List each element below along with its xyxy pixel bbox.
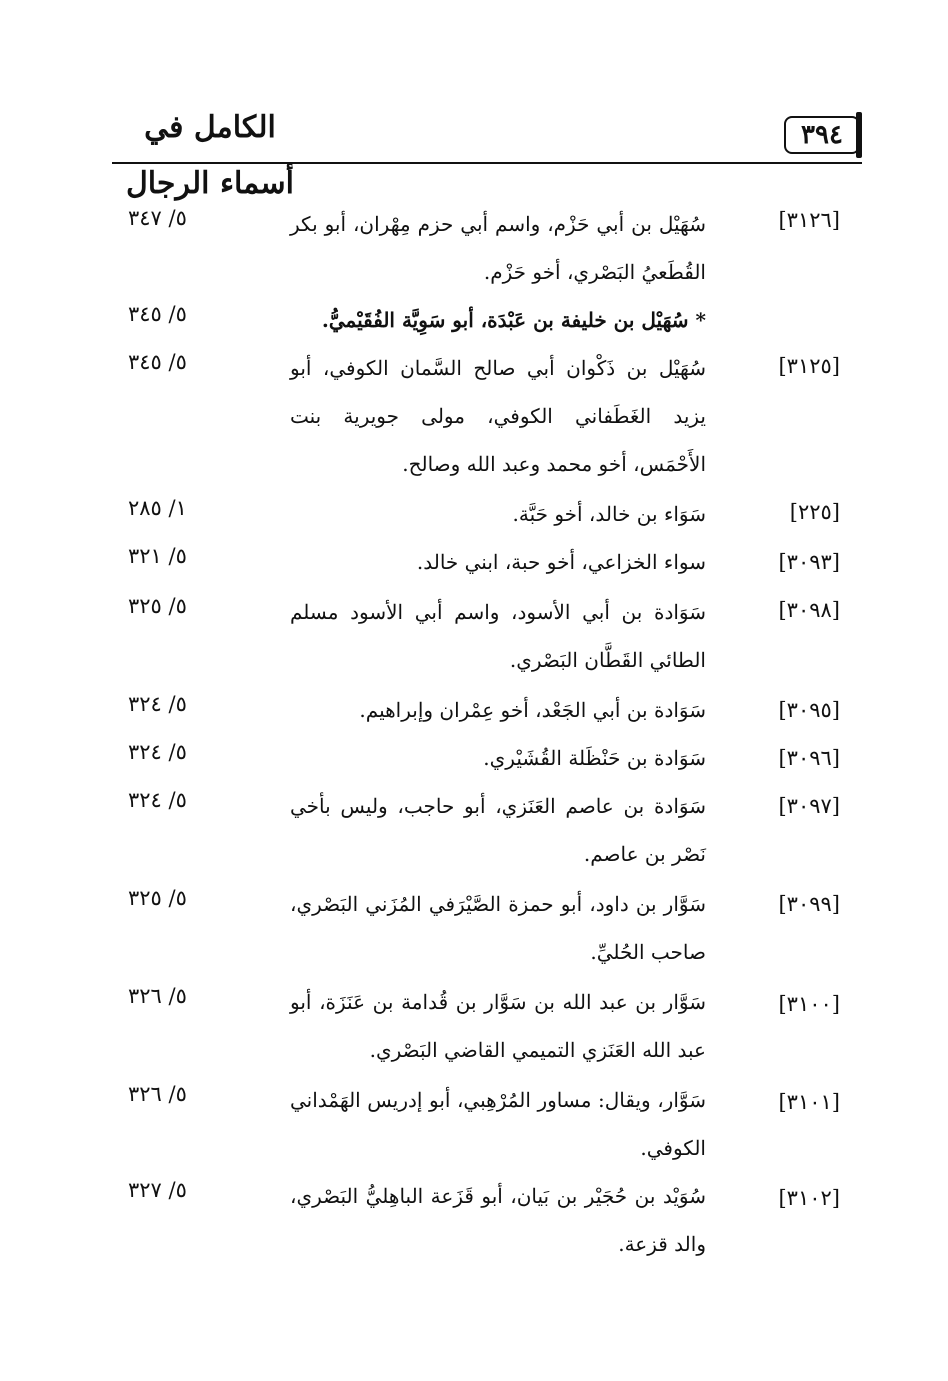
entry-reference: ٥/ ٣٢٧ (128, 1178, 187, 1202)
entry-text: سَوَادة بن عاصم العَنَزي، أبو حاجب، وليس بأخي نَصْر بن عاصم. (290, 794, 706, 866)
entry-reference: ٥/ ٣٢١ (128, 544, 187, 568)
entry-text: سُهَيْل بن ذَكْوان أبي صالح السَّمان الكوفي، أبو يزيد الغَطَفاني الكوفي، مولى جويرية بنت الأَحْمَس، أخو محمد وعبد الله وصالح. (290, 356, 706, 476)
entry-reference: ١/ ٢٨٥ (128, 496, 187, 520)
entry-text: سَوَّار، ويقال: مساور المُرْهِبي، أبو إدريس الهَمْداني الكوفي. (290, 1088, 706, 1160)
entry-text: سَوَادة بن أبي الجَعْد، أخو عِمْران وإبراهيم. (359, 698, 706, 722)
entry-reference: ٥/ ٣٤٥ (128, 350, 187, 374)
entry-text: سَوَاء بن خالد، أخو حَبَّة. (512, 502, 706, 526)
entry-reference: ٥/ ٣٢٥ (128, 594, 187, 618)
entry-number: [٢٢٥] (789, 500, 840, 524)
entry-reference: ٥/ ٣٢٤ (128, 788, 187, 812)
entry-text: سَوَّار بن داود، أبو حمزة الصَّيْرَفي المُزَني البَصْري، صاحب الحُليِّ. (290, 892, 706, 964)
entry-text: سُهَيْل بن أبي حَزْم، واسم أبي حزم مِهْران، أبو بكر القُطَعيُ البَصْري، أخو حَزْم. (290, 212, 706, 284)
entry-number: [٣٠٩٧] (778, 794, 840, 818)
entry-number: [٣١٢٦] (778, 208, 840, 232)
entry-number: [٣١٢٥] (778, 354, 840, 378)
entry-number: [٣٠٩٥] (778, 698, 840, 722)
entry-reference: ٥/ ٣٤٥ (128, 302, 187, 326)
entry-reference: ٥/ ٣٢٥ (128, 886, 187, 910)
entry-number: [٣٠٩٨] (778, 598, 840, 622)
entry-text: سَوَادة بن حَنْظَلة القُشَيْري. (483, 746, 706, 770)
entry-reference: ٥/ ٣٢٤ (128, 692, 187, 716)
entry-text: * سُهَيْل بن خليفة بن عَبْدَة، أبو سَوِيَّة الفُقَيْميُّ. (321, 308, 706, 332)
entry-number: [٣٠٩٦] (778, 746, 840, 770)
book-title: الكامل في أسماء الرجال (125, 110, 295, 201)
entry-number: [٣١٠٠] (778, 992, 840, 1016)
entry-text: سواء الخزاعي، أخو حبة، ابني خالد. (416, 550, 706, 574)
entry-reference: ٥/ ٣٢٦ (128, 984, 187, 1008)
entry-reference: ٥/ ٣٢٤ (128, 740, 187, 764)
entry-number: [٣٠٩٣] (778, 550, 840, 574)
entry-reference: ٥/ ٣٤٧ (128, 206, 187, 230)
entry-number: [٣١٠٢] (778, 1186, 840, 1210)
entry-text: سَوَادة بن أبي الأسود، واسم أبي الأسود مسلم الطائي القَطَّان البَصْري. (290, 600, 706, 672)
entry-number: [٣١٠١] (778, 1090, 840, 1114)
entry-number: [٣٠٩٩] (778, 892, 840, 916)
page-number: ٣٩٤ (784, 116, 860, 154)
entry-reference: ٥/ ٣٢٦ (128, 1082, 187, 1106)
entry-text: سُوَيْد بن حُجَيْر بن بَيان، أبو قَزَعة الباهِليُّ البَصْري، والد قزعة. (290, 1184, 706, 1256)
entry-text: سَوَّار بن عبد الله بن سَوَّار بن قُدامة بن عَنَزَة، أبو عبد الله العَنَزي التميمي القاضي البَصْري. (290, 990, 706, 1062)
